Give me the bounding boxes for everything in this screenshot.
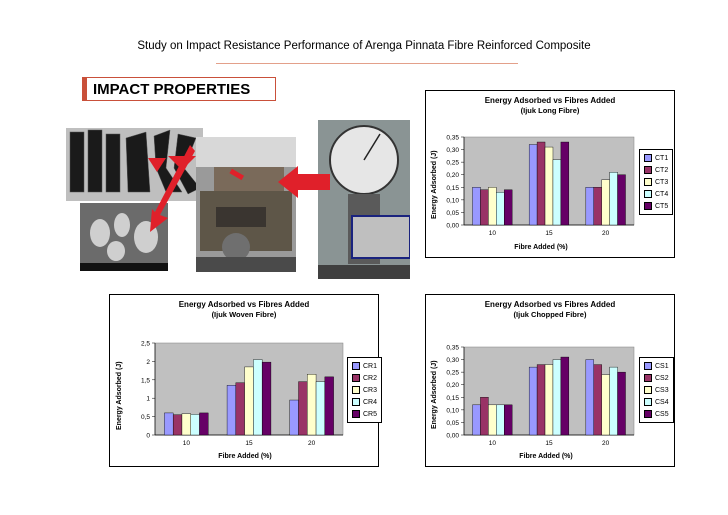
page-header-title: Study on Impact Resistance Performance of Arenga Pinnata Fibre Reinforced Composite — [137, 40, 591, 52]
x-tick-label: 20 — [308, 440, 316, 447]
y-tick-label: 0,05 — [446, 209, 459, 217]
bar-ct3-15 — [545, 147, 553, 225]
y-tick-label: 0,20 — [446, 382, 459, 390]
x-tick-label: 10 — [488, 230, 496, 237]
chart-woven-fibre — [109, 294, 379, 467]
legend-item — [644, 200, 668, 212]
y-tick-label: 2,5 — [140, 340, 150, 348]
chart-legend — [639, 149, 673, 215]
legend-swatch — [644, 178, 652, 186]
bar-cr2-20 — [299, 382, 308, 435]
bar-ct1-10 — [473, 187, 481, 225]
x-tick-label: 20 — [602, 230, 610, 237]
bar-ct2-10 — [480, 190, 488, 225]
bar-ct1-15 — [529, 145, 537, 225]
y-tick-label: 1 — [146, 395, 150, 403]
x-tick-label: 15 — [545, 230, 553, 237]
x-tick-label: 20 — [602, 440, 610, 447]
legend-label: CT1 — [655, 154, 669, 162]
y-tick-label: 2 — [146, 358, 150, 366]
bar-cs5-15 — [561, 357, 569, 435]
legend-swatch — [644, 166, 652, 174]
legend-swatch — [644, 386, 652, 394]
bar-ct2-20 — [594, 187, 602, 225]
legend-item — [644, 176, 668, 188]
bar-ct5-20 — [618, 175, 626, 225]
x-tick-label: 15 — [245, 440, 253, 447]
chart-xlabel: Fibre Added (%) — [519, 453, 573, 460]
bar-cr1-20 — [290, 400, 299, 435]
chart-title-text: Energy Adsorbed vs Fibres Added — [484, 300, 616, 309]
y-tick-label: 0,25 — [446, 369, 459, 377]
legend-label: CS5 — [655, 410, 669, 418]
bar-cr3-15 — [245, 367, 254, 435]
bar-ct5-10 — [504, 190, 512, 225]
legend-item — [352, 408, 377, 420]
x-tick-label: 10 — [182, 440, 190, 447]
legend-swatch — [352, 386, 360, 394]
y-tick-label: 0,15 — [446, 184, 459, 192]
bar-cr4-10 — [191, 414, 200, 435]
chart-legend — [347, 357, 382, 423]
legend-item — [352, 384, 377, 396]
red-arrow-down-icon — [148, 158, 166, 172]
legend-label: CT4 — [655, 190, 669, 198]
legend-label: CR5 — [363, 410, 378, 418]
bar-cr4-15 — [253, 360, 262, 435]
legend-swatch — [352, 374, 360, 382]
bar-cs2-15 — [537, 365, 545, 435]
chart-long-fibre — [425, 90, 675, 258]
y-tick-label: 0,5 — [140, 414, 150, 422]
x-tick-label: 10 — [488, 440, 496, 447]
bar-cs5-10 — [504, 405, 512, 435]
bar-cr5-15 — [262, 362, 271, 435]
bar-cs1-15 — [529, 367, 537, 435]
x-tick-label: 15 — [545, 440, 553, 447]
legend-item — [644, 372, 669, 384]
bar-cr1-15 — [227, 385, 236, 435]
bar-cs3-20 — [602, 375, 610, 435]
bar-cs1-20 — [586, 360, 594, 435]
bar-cr2-15 — [236, 383, 245, 435]
legend-label: CR4 — [363, 398, 378, 406]
y-tick-label: 0,35 — [446, 344, 459, 352]
y-tick-label: 0,20 — [446, 172, 459, 180]
bar-cs2-20 — [594, 365, 602, 435]
chart-xlabel: Fibre Added (%) — [514, 244, 568, 251]
chart-subtitle-text: (Ijuk Long Fibre) — [520, 106, 580, 115]
bar-cs3-15 — [545, 365, 553, 435]
chart-subtitle-text: (Ijuk Chopped Fibre) — [513, 310, 587, 319]
y-tick-label: 0,25 — [446, 159, 459, 167]
legend-label: CT5 — [655, 202, 669, 210]
y-tick-label: 0,15 — [446, 394, 459, 402]
legend-label: CT3 — [655, 178, 669, 186]
legend-item — [644, 360, 669, 372]
legend-item — [644, 384, 669, 396]
bar-cs1-10 — [473, 405, 481, 435]
legend-swatch — [644, 190, 652, 198]
legend-label: CS4 — [655, 398, 669, 406]
legend-label: CR1 — [363, 362, 378, 370]
bar-cr1-10 — [164, 413, 173, 435]
red-dash-icon — [229, 169, 244, 180]
legend-label: CT2 — [655, 166, 669, 174]
legend-item — [644, 396, 669, 408]
bar-ct4-10 — [496, 192, 504, 225]
bar-cr5-20 — [325, 377, 334, 435]
bar-ct4-15 — [553, 160, 561, 225]
chart-ylabel: Energy Adsorbed (J) — [431, 360, 438, 429]
bar-cr2-10 — [173, 415, 182, 435]
y-tick-label: 0,10 — [446, 407, 459, 415]
bar-cs4-10 — [496, 405, 504, 435]
legend-label: CS1 — [655, 362, 669, 370]
y-tick-label: 0,30 — [446, 147, 459, 155]
chart-subtitle-text: (Ijuk Woven Fibre) — [211, 310, 277, 319]
bar-cs3-10 — [488, 405, 496, 435]
legend-item — [352, 396, 377, 408]
legend-swatch — [644, 410, 652, 418]
red-arrow-left-icon — [278, 166, 330, 198]
red-arrow-down-triangle-icon — [168, 156, 196, 170]
legend-label: CS3 — [655, 386, 669, 394]
chart-legend — [639, 357, 674, 423]
legend-item — [644, 152, 668, 164]
chart-chopped-fibre — [425, 294, 675, 467]
legend-label: CR2 — [363, 374, 378, 382]
legend-swatch — [352, 410, 360, 418]
legend-label: CR3 — [363, 386, 378, 394]
chart-title-text: Energy Adsorbed vs Fibres Added — [178, 300, 310, 309]
y-tick-label: 0,00 — [446, 432, 459, 440]
chart-title-text: Energy Adsorbed vs Fibres Added — [484, 96, 616, 105]
chart-ylabel: Energy Adsorbed (J) — [431, 150, 438, 219]
chart-plot — [426, 91, 674, 257]
legend-swatch — [644, 202, 652, 210]
bar-ct2-15 — [537, 142, 545, 225]
bar-cs4-20 — [610, 367, 618, 435]
legend-swatch — [352, 398, 360, 406]
legend-swatch — [644, 374, 652, 382]
legend-item — [644, 408, 669, 420]
bar-ct3-10 — [488, 187, 496, 225]
bar-cr4-20 — [316, 382, 325, 435]
y-tick-label: 0,00 — [446, 222, 459, 230]
bar-cr3-20 — [307, 374, 316, 435]
legend-item — [644, 164, 668, 176]
legend-label: CS2 — [655, 374, 669, 382]
y-tick-label: 0,10 — [446, 197, 459, 205]
y-tick-label: 0 — [146, 432, 150, 440]
bar-cs2-10 — [480, 397, 488, 435]
y-tick-label: 0,30 — [446, 357, 459, 365]
chart-ylabel: Energy Adsorbed (J) — [116, 361, 123, 430]
bar-cs4-15 — [553, 360, 561, 435]
chart-xlabel: Fibre Added (%) — [218, 453, 272, 460]
legend-swatch — [644, 398, 652, 406]
legend-swatch — [644, 362, 652, 370]
legend-swatch — [352, 362, 360, 370]
chart-plot — [426, 295, 674, 466]
y-tick-label: 0,35 — [446, 134, 459, 142]
bar-ct1-20 — [586, 187, 594, 225]
bar-ct5-15 — [561, 142, 569, 225]
legend-item — [644, 188, 668, 200]
legend-item — [352, 372, 377, 384]
bar-cs5-20 — [618, 372, 626, 435]
bar-ct3-20 — [602, 180, 610, 225]
bar-cr3-10 — [182, 414, 191, 435]
legend-item — [352, 360, 377, 372]
y-tick-label: 0,05 — [446, 419, 459, 427]
y-tick-label: 1,5 — [140, 377, 150, 385]
chart-plot — [110, 295, 378, 466]
bar-cr5-10 — [199, 413, 208, 435]
bar-ct4-20 — [610, 172, 618, 225]
section-title: IMPACT PROPERTIES — [86, 77, 276, 101]
legend-swatch — [644, 154, 652, 162]
